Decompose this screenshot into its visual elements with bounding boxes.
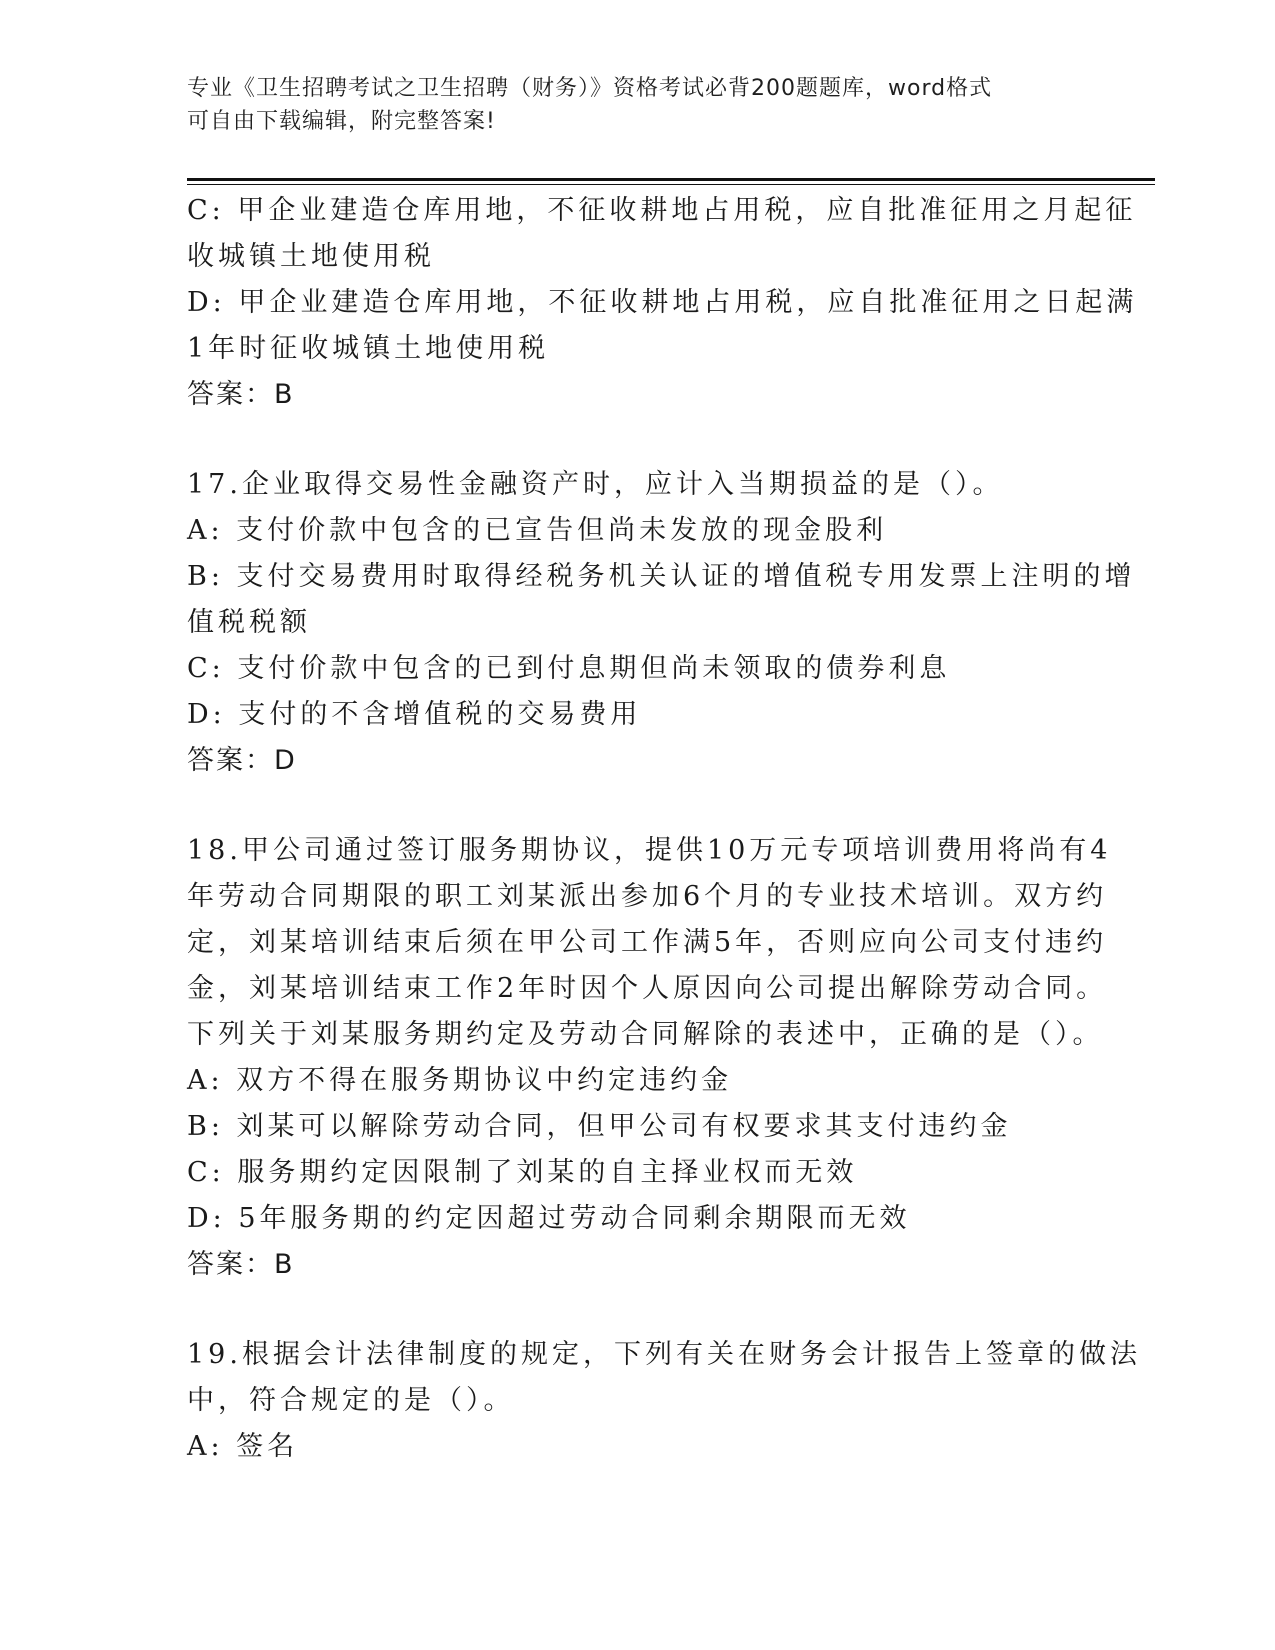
question-17 bbox=[187, 462, 1136, 784]
option-a: A: 签名 bbox=[187, 1431, 299, 1462]
question-19 bbox=[187, 1332, 1141, 1470]
option-a: A: 双方不得在服务期协议中约定违约金 bbox=[187, 1065, 733, 1096]
question-content bbox=[187, 188, 1141, 1470]
question-16 bbox=[187, 188, 1138, 418]
answer: 答案：D bbox=[187, 745, 297, 776]
option-c-line-2: 收城镇土地使用税 bbox=[187, 241, 435, 272]
spacer bbox=[187, 418, 1087, 462]
question-18 bbox=[187, 828, 1112, 1288]
document-header bbox=[187, 72, 1067, 138]
question-stem-line-5: 下列关于刘某服务期约定及劳动合同解除的表述中，正确的是（）。 bbox=[187, 1019, 1104, 1050]
question-stem-line-4: 金，刘某培训结束工作2年时因个人原因向公司提出解除劳动合同。 bbox=[187, 973, 1108, 1004]
answer: 答案：B bbox=[187, 1249, 295, 1280]
option-c: C: 服务期约定因限制了刘某的自主择业权而无效 bbox=[187, 1157, 858, 1188]
option-d-line-1: D: 甲企业建造仓库用地，不征收耕地占用税，应自批准征用之日起满 bbox=[187, 287, 1138, 318]
option-c: C: 支付价款中包含的已到付息期但尚未领取的债券利息 bbox=[187, 653, 951, 684]
question-stem-line-2: 年劳动合同期限的职工刘某派出参加6个月的专业技术培训。双方约 bbox=[187, 881, 1108, 912]
header-line-1: 专业《卫生招聘考试之卫生招聘（财务）》资格考试必背200题题库，word格式 bbox=[187, 76, 993, 101]
answer: 答案：B bbox=[187, 379, 295, 410]
spacer bbox=[187, 784, 1087, 828]
question-stem: 17.企业取得交易性金融资产时，应计入当期损益的是（）。 bbox=[187, 469, 1004, 500]
header-rule-thick bbox=[187, 178, 1155, 181]
option-b-line-1: B: 支付交易费用时取得经税务机关认证的增值税专用发票上注明的增 bbox=[187, 561, 1136, 592]
option-b-line-2: 值税税额 bbox=[187, 607, 311, 638]
option-c-line-1: C: 甲企业建造仓库用地，不征收耕地占用税，应自批准征用之月起征 bbox=[187, 195, 1137, 226]
option-d: D: 5年服务期的约定因超过劳动合同剩余期限而无效 bbox=[187, 1203, 911, 1234]
question-stem-line-1: 19.根据会计法律制度的规定，下列有关在财务会计报告上签章的做法 bbox=[187, 1339, 1141, 1370]
question-stem-line-2: 中，符合规定的是（）。 bbox=[187, 1385, 515, 1416]
option-d-line-2: 1年时征收城镇土地使用税 bbox=[187, 333, 550, 364]
option-a: A: 支付价款中包含的已宣告但尚未发放的现金股利 bbox=[187, 515, 888, 546]
option-d: D: 支付的不含增值税的交易费用 bbox=[187, 699, 642, 730]
header-line-2: 可自由下载编辑，附完整答案! bbox=[187, 109, 496, 134]
question-stem-line-3: 定，刘某培训结束后须在甲公司工作满5年，否则应向公司支付违约 bbox=[187, 927, 1108, 958]
question-stem-line-1: 18.甲公司通过签订服务期协议，提供10万元专项培训费用将尚有4 bbox=[187, 835, 1112, 866]
header-rule-thin bbox=[187, 184, 1155, 185]
option-b: B: 刘某可以解除劳动合同，但甲公司有权要求其支付违约金 bbox=[187, 1111, 1012, 1142]
spacer bbox=[187, 1288, 1087, 1332]
